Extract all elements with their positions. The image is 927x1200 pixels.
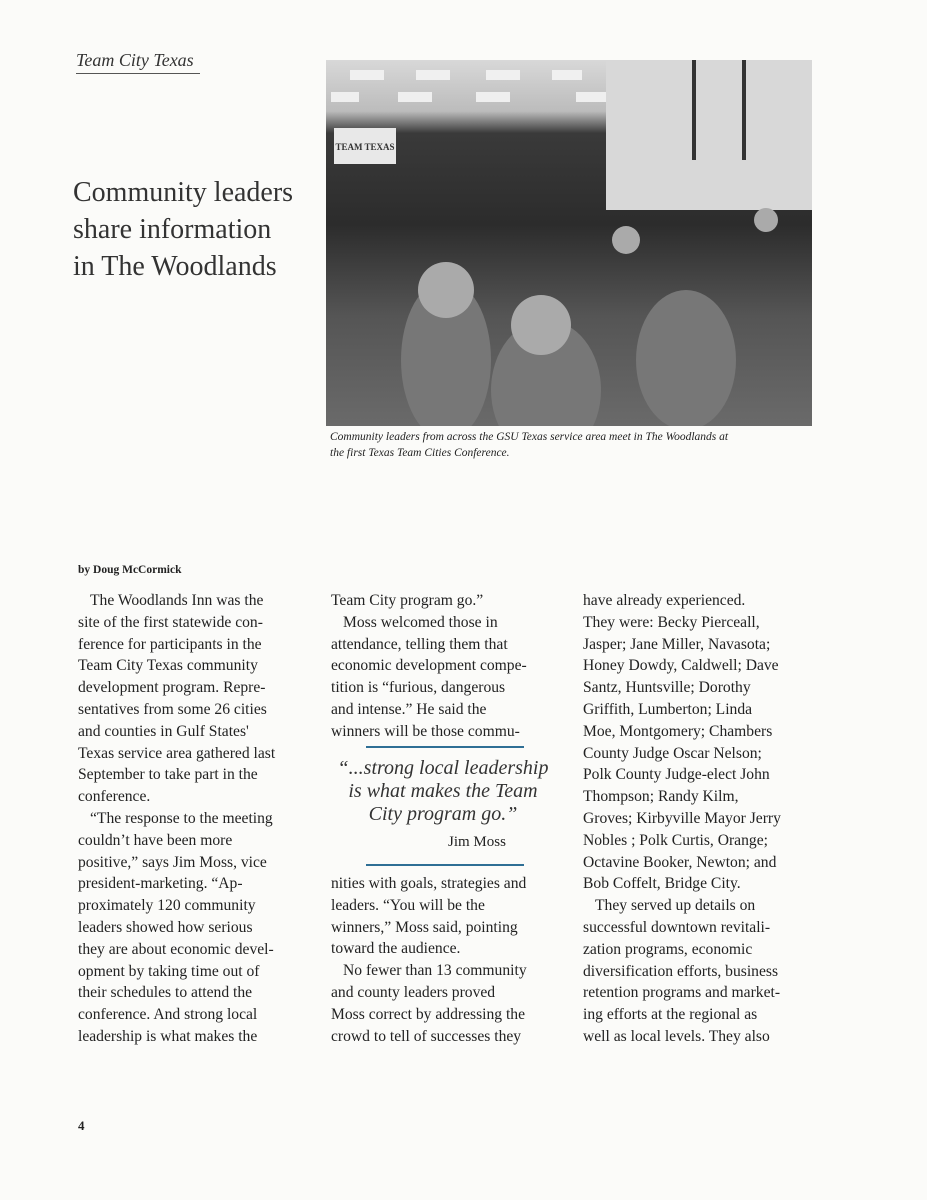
article-line: leaders. “You will be the	[331, 896, 485, 914]
caption-line: Community leaders from across the GSU Texas service area meet in The Woodlands at	[330, 431, 729, 443]
photo-caption	[330, 429, 820, 461]
article-line: and county leaders proved	[331, 983, 496, 1001]
byline: by Doug McCormick	[78, 564, 182, 576]
headline-line: Community leaders	[73, 177, 294, 208]
article-line: September to take part in the	[78, 766, 258, 784]
pull-quote-rule-top	[366, 746, 524, 748]
article-line: They served up details on	[595, 897, 756, 915]
article-line: Team City program go.”	[331, 592, 484, 609]
article-line: No fewer than 13 community	[343, 962, 527, 980]
headline-line: in The Woodlands	[73, 251, 277, 282]
caption-line: the first Texas Team Cities Conference.	[330, 447, 510, 459]
article-line: The Woodlands Inn was the	[90, 592, 264, 609]
article-line: Thompson; Randy Kilm,	[583, 788, 739, 806]
conference-photo	[326, 60, 812, 426]
article-line: County Judge Oscar Nelson;	[583, 744, 762, 762]
article-line: nities with goals, strategies and	[331, 875, 527, 892]
article-line: Santz, Huntsville; Dorothy	[583, 679, 751, 697]
article-line: conference. And strong local	[78, 1006, 258, 1024]
article-line: Jasper; Jane Miller, Navasota;	[583, 635, 771, 653]
article-line: development program. Repre-	[78, 679, 266, 697]
article-line: Bob Coffelt, Bridge City.	[583, 875, 741, 893]
pull-quote-line: is what makes the Team	[348, 780, 538, 802]
article-line: they are about economic devel-	[78, 940, 274, 958]
article-line: ference for participants in the	[78, 635, 262, 653]
article-column-2-bottom	[331, 873, 571, 1047]
pull-quote-line: “...strong local leadership	[337, 757, 549, 779]
article-line: Nobles ; Polk Curtis, Orange;	[583, 831, 768, 849]
article-line: They were: Becky Pierceall,	[583, 613, 760, 631]
pull-quote-rule-bottom	[366, 864, 524, 866]
article-line: their schedules to attend the	[78, 984, 253, 1002]
article-line: Groves; Kirbyville Mayor Jerry	[583, 809, 781, 827]
article-line: leadership is what makes the	[78, 1027, 258, 1045]
article-line: proximately 120 community	[78, 897, 256, 915]
article-line: Griffith, Lumberton; Linda	[583, 700, 753, 718]
article-line: and counties in Gulf States'	[78, 722, 249, 740]
article-line: Moss correct by addressing the	[331, 1005, 526, 1023]
article-line: crowd to tell of successes they	[331, 1027, 522, 1045]
pull-quote-attribution: Jim Moss	[448, 834, 506, 850]
article-line: Moss welcomed those in	[343, 613, 498, 631]
headline-line: share information	[73, 214, 272, 245]
photo-illustration	[326, 60, 812, 426]
article-line: have already experienced.	[583, 592, 746, 609]
article-line: toward the audience.	[331, 940, 461, 958]
article-line: “The response to the meeting	[90, 809, 273, 827]
banner-text: TEAM TEXAS	[335, 142, 395, 152]
pull-quote-line: City program go.”	[368, 803, 518, 825]
article-line: ing efforts at the regional as	[583, 1006, 758, 1024]
article-line: and intense.” He said the	[331, 700, 487, 718]
article-line: president-marketing. “Ap-	[78, 875, 243, 893]
article-line: zation programs, economic	[583, 940, 753, 958]
article-line: winners will be those commu-	[331, 722, 520, 740]
article-line: opment by taking time out of	[78, 962, 260, 980]
article-line: leaders showed how serious	[78, 918, 253, 936]
article-line: successful downtown revitali-	[583, 918, 771, 936]
article-line: economic development compe-	[331, 657, 527, 675]
article-line: couldn’t have been more	[78, 831, 233, 849]
article-line: tition is “furious, dangerous	[331, 679, 506, 697]
article-line: Polk County Judge-elect John	[583, 766, 770, 784]
article-line: site of the first statewide con-	[78, 613, 263, 631]
article-line: attendance, telling them that	[331, 635, 508, 653]
article-line: Honey Dowdy, Caldwell; Dave	[583, 657, 779, 675]
page-number: 4	[78, 1118, 85, 1133]
section-title: Team City Texas	[76, 50, 194, 70]
article-line: Texas service area gathered last	[78, 744, 276, 762]
article-line: retention programs and market-	[583, 984, 781, 1002]
article-line: Moe, Montgomery; Chambers	[583, 722, 773, 740]
article-line: Octavine Booker, Newton; and	[583, 853, 777, 871]
article-line: sentatives from some 26 cities	[78, 700, 267, 718]
pull-quote	[328, 757, 558, 826]
article-line: conference.	[78, 788, 151, 806]
article-line: winners,” Moss said, pointing	[331, 918, 518, 936]
article-column-1	[78, 590, 318, 1048]
article-column-3	[583, 590, 823, 1048]
headline	[73, 174, 293, 285]
article-column-2-top	[331, 590, 571, 743]
article-line: well as local levels. They also	[583, 1027, 770, 1045]
section-title-underline	[76, 73, 200, 74]
article-line: Team City Texas community	[78, 657, 258, 675]
article-line: positive,” says Jim Moss, vice	[78, 853, 267, 871]
article-line: diversification efforts, business	[583, 962, 779, 980]
